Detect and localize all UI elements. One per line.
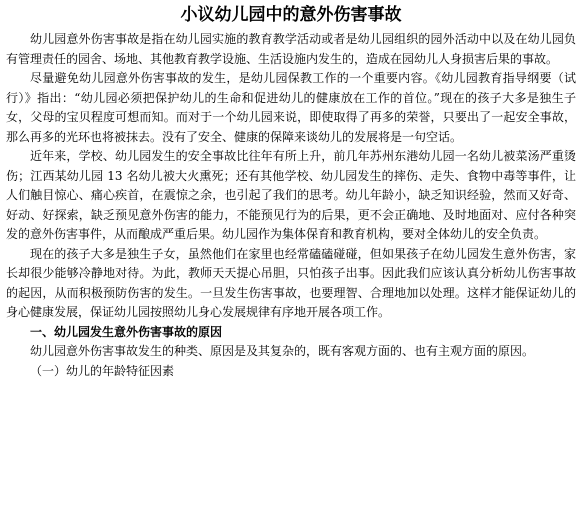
paragraph-causes-intro: 幼儿园意外伤害事故发生的种类、原因是及其复杂的，既有客观方面的、也有主观方面的原因。 [30, 344, 535, 358]
paragraph-definition: 幼儿园意外伤害事故是指在幼儿园实施的教育教学活动或者是幼儿园组织的园外活动中以及在幼儿园负有管理责任的园舍、场地、其他教育教学设施、生活设施内发生的，造成在园幼儿人身损害后果的事故。 [6, 32, 576, 66]
document-title: 小议幼儿园中的意外伤害事故 [180, 5, 402, 25]
paragraph-importance: 尽量避免幼儿园意外伤害事故的发生，是幼儿园保教工作的一个重要内容。《幼儿园教育指导纲要（试行）》指出：“幼儿园必须把保护幼儿的生命和促进幼儿的健康放在工作的首位。”现在的孩子大多是独生子女，父母的宝贝程度可想而知。而对于一个幼儿园来说，即使取得了再多的荣誉，只要出了一起安全事故，那么再多的光环也将被抹去。没有了安全、健康的保障来谈幼儿的发展将是一句空话。 [6, 71, 576, 144]
subsection-heading-age-factors: （一）幼儿的年龄特征因素 [30, 363, 175, 378]
paragraph-recent-incidents: 近年来，学校、幼儿园发生的安全事故比往年有所上升，前几年苏州东港幼儿园一名幼儿被菜汤严重烫伤；江西某幼儿园 13 名幼儿被大火熏死；还有其他学校、幼儿园发生的摔伤、走失、食物中毒等事件，让人们触目惊心、痛心疾首，在震惊之余，也引起了我们的思考。幼儿年龄小，缺乏知识经验，然而又好奇、好动、好探索，缺乏预见意外伤害的能力，不能预见行为的后果，更不会正确地、及时地面对、应付各种突发的意外伤害事件，从而酿成严重后果。幼儿园作为集体保育和教育机构，要对全体幼儿的安全负责。 [6, 149, 576, 241]
section-heading-causes: 一、幼儿园发生意外伤害事故的原因 [30, 324, 223, 339]
paragraph-only-children: 现在的孩子大多是独生子女，虽然他们在家里也经常磕磕碰碰，但如果孩子在幼儿园发生意外伤害，家长却很少能够冷静地对待。为此，教师天天提心吊胆，只怕孩子出事。因此我们应该认真分析幼儿伤害事故的起因，从而积极预防伤害的发生。一旦发生伤害事故，也要理智、合理地加以处理。这样才能保证幼儿的身心健康发展，保证幼儿园按照幼儿身心发展规律有序地开展各项工作。 [6, 246, 576, 319]
